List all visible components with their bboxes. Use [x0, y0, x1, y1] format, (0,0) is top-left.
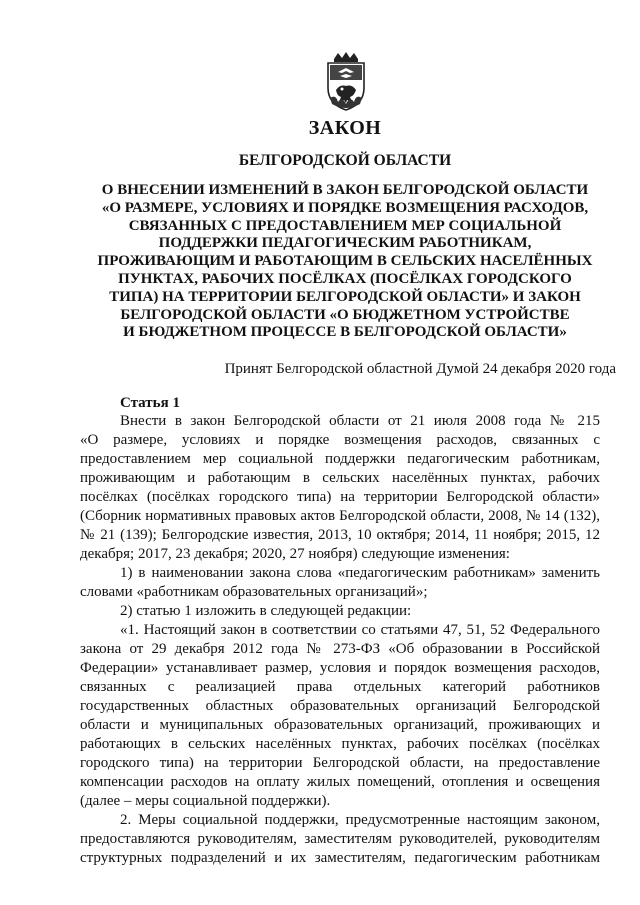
article-line: Федерации» устанавливает размер, условия и порядок возмещения расходов, — [80, 660, 600, 676]
coat-of-arms-icon — [316, 50, 376, 112]
document-region: БЕЛГОРОДСКОЙ ОБЛАСТИ — [238, 152, 452, 169]
article-text — [80, 412, 600, 868]
article-line: закона от 29 декабря 2012 года № 273-ФЗ «Об образовании в Российской — [80, 641, 600, 657]
law-subject-line: «О РАЗМЕРЕ, УСЛОВИЯХ И ПОРЯДКЕ ВОЗМЕЩЕНИЯ РАСХОДОВ, — [101, 199, 589, 216]
document-title: ЗАКОН — [308, 117, 382, 139]
article-line: государственных областных образовательных организаций Белгородской — [80, 698, 600, 714]
law-subject — [60, 182, 630, 342]
article-line: словами «работникам образовательных организаций»; — [80, 584, 428, 600]
law-subject-line: ПРОЖИВАЮЩИМ И РАБОТАЮЩИМ В СЕЛЬСКИХ НАСЕЛЁННЫХ — [97, 253, 593, 270]
article-line: «1. Настоящий закон в соответствии со статьями 47, 51, 52 Федерального — [120, 622, 600, 638]
article-line: предоставляются руководителям, заместителям руководителей, руководителям — [80, 831, 600, 847]
law-subject-line: И БЮДЖЕТНОМ ПРОЦЕССЕ В БЕЛГОРОДСКОЙ ОБЛАСТИ» — [123, 324, 567, 341]
article-line: 2) статью 1 изложить в следующей редакции: — [120, 603, 412, 619]
law-subject-line: ПУНКТАХ, РАБОЧИХ ПОСЁЛКАХ (ПОСЁЛКАХ ГОРОДСКОГО — [118, 270, 572, 287]
article-line: структурных подразделений и их заместителям, педагогическим работникам — [80, 850, 600, 866]
law-subject-line: ПОДДЕРЖКИ ПЕДАГОГИЧЕСКИМ РАБОТНИКАМ, — [158, 235, 532, 252]
law-subject-line: ТИПА) НА ТЕРРИТОРИИ БЕЛГОРОДСКОЙ ОБЛАСТИ» И ЗАКОН — [109, 288, 581, 305]
article-heading: Статья 1 — [120, 395, 180, 411]
law-subject-line: О ВНЕСЕНИИ ИЗМЕНЕНИЙ В ЗАКОН БЕЛГОРОДСКОЙ ОБЛАСТИ — [101, 182, 589, 198]
article-line: «О размере, условиях и порядке возмещения расходов, связанных с — [80, 432, 600, 448]
article-line: № 21 (139); Белгородские известия, 2013, 10 октября; 2014, 11 ноября; 2015, 12 — [80, 527, 600, 543]
article-line: (далее – меры социальной поддержки). — [80, 793, 331, 809]
article-line: компенсации расходов на оплату жилых помещений, отопления и освещения — [80, 774, 600, 790]
article-line: связанных с реализацией права отдельных категорий работников — [80, 679, 600, 695]
law-subject-line: БЕЛГОРОДСКОЙ ОБЛАСТИ «О БЮДЖЕТНОМ УСТРОЙСТВЕ — [120, 306, 570, 323]
article-line: Внести в закон Белгородской области от 21 июля 2008 года № 215 — [120, 413, 600, 429]
article-line: 2. Меры социальной поддержки, предусмотренные настоящим законом, — [120, 812, 600, 828]
article-line: посёлках (посёлках городского типа) на территории Белгородской области» — [80, 489, 600, 505]
law-subject-line: СВЯЗАННЫХ С ПРЕДОСТАВЛЕНИЕМ МЕР СОЦИАЛЬНОЙ — [128, 217, 562, 234]
article-line: предоставлением мер социальной поддержки педагогическим работникам, — [80, 451, 600, 467]
article-line: (Сборник нормативных правовых актов Белгородской области, 2008, № 14 (132), — [80, 508, 600, 524]
article-line: области и муниципальных образовательных организаций, проживающих и — [80, 717, 600, 733]
article-body — [80, 412, 600, 868]
article-line: работающих в сельских населённых пунктах, рабочих посёлках (посёлках — [80, 736, 600, 752]
article-line: проживающим и работающим в сельских населённых пунктах, рабочих — [80, 470, 600, 486]
article-line: декабря; 2017, 23 декабря; 2020, 27 ноября) следующие изменения: — [80, 546, 510, 562]
adoption-note: Принят Белгородской областной Думой 24 декабря 2020 года — [224, 361, 616, 377]
article-line: 1) в наименовании закона слова «педагогическим работникам» заменить — [120, 565, 600, 581]
article-line: городского типа) на территории Белгородской области, на предоставление — [80, 755, 600, 771]
